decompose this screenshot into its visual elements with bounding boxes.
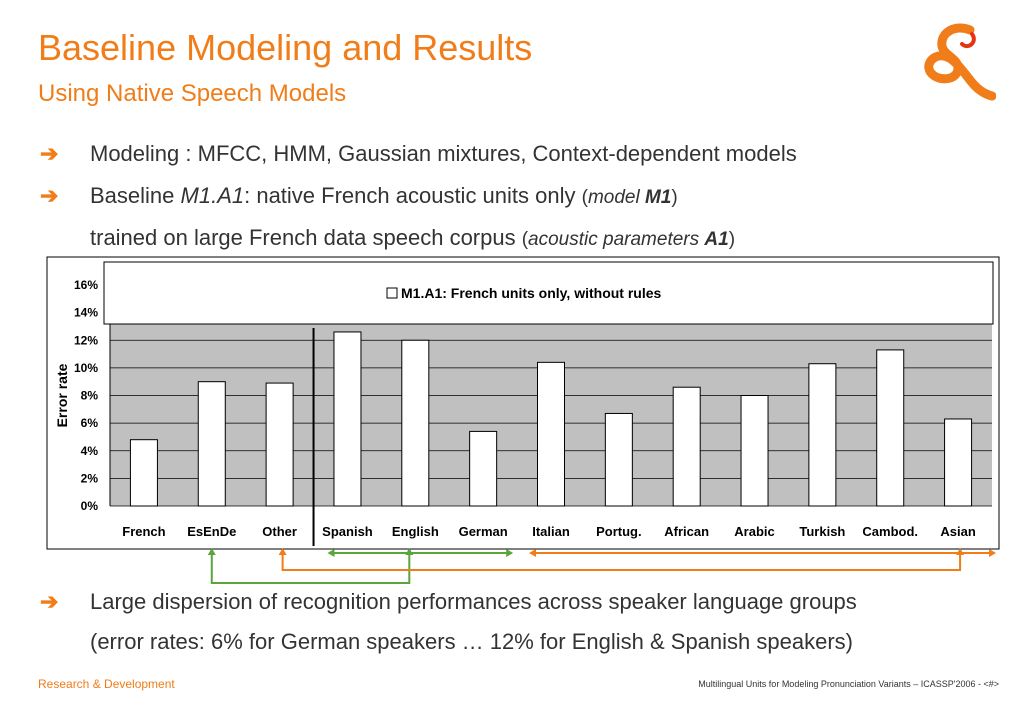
bullet-3-paren: (acoustic parameters A1) (521, 229, 736, 250)
bracket-arrowhead (327, 549, 334, 557)
bar (538, 362, 565, 506)
bar (198, 382, 225, 506)
x-tick-label: Turkish (799, 524, 846, 539)
bullet-4-text: Large dispersion of recognition performances across speaker language groups (90, 589, 857, 614)
bullet-1-text: Modeling : MFCC, HMM, Gaussian mixtures, Context-dependent models (90, 141, 797, 166)
bullet-3-pre: trained on large French data speech corpus (90, 225, 522, 250)
y-tick-label: 16% (73, 278, 98, 292)
x-tick-label: German (458, 524, 508, 539)
arrow-right-icon: ➔ (40, 183, 59, 208)
bullet-5-text: (error rates: 6% for German speakers … 12% for English & Spanish speakers) (90, 629, 853, 654)
bar (877, 350, 904, 506)
bar (130, 440, 157, 506)
y-tick-label: 10% (73, 360, 98, 375)
x-tick-label: French (122, 524, 166, 539)
arrow-right-icon: ➔ (40, 589, 59, 614)
x-tick-label: Arabic (734, 524, 775, 539)
bracket-orange-other-asian (283, 554, 960, 570)
x-tick-label: Other (262, 524, 297, 539)
footer-org: Research & Development (38, 677, 175, 691)
bar (266, 383, 293, 506)
bullet-4 (40, 590, 90, 614)
x-tick-label: English (391, 524, 439, 539)
y-tick-label: 14% (73, 305, 98, 320)
bar (945, 419, 972, 506)
page-title: Baseline Modeling and Results (38, 27, 533, 68)
bullet-2-model-name: M1.A1 (180, 183, 245, 208)
bar (673, 387, 700, 506)
x-tick-label: African (664, 524, 710, 539)
bar (741, 396, 768, 507)
bracket-arrowhead (506, 549, 513, 557)
x-tick-label: Italian (532, 524, 570, 539)
legend-swatch (387, 288, 397, 298)
bar (605, 413, 632, 506)
y-tick-label: 0% (80, 499, 98, 513)
bullet-2-post: : native French acoustic units only (244, 183, 582, 208)
bracket-arrowhead (989, 549, 996, 557)
x-tick-label: Cambod. (862, 524, 919, 539)
legend-label: M1.A1: French units only, without rules (401, 285, 662, 301)
y-axis-title: Error rate (54, 363, 70, 428)
y-tick-label: 8% (80, 388, 98, 403)
page-subtitle: Using Native Speech Models (38, 80, 347, 107)
x-tick-label: Portug. (596, 524, 642, 539)
bullet-2-paren: (model M1) (581, 187, 678, 208)
bracket-green-esende-english (212, 554, 410, 583)
bracket-arrowhead (529, 549, 536, 557)
x-tick-label: Asian (940, 524, 976, 539)
bar (470, 431, 497, 506)
x-tick-label: Spanish (322, 524, 373, 539)
y-tick-label: 12% (73, 333, 98, 348)
y-tick-label: 4% (80, 443, 98, 458)
y-tick-label: 6% (80, 416, 98, 431)
bar (402, 340, 429, 506)
bar (809, 364, 836, 506)
x-tick-label: EsEnDe (187, 524, 237, 539)
bullet-2-pre: Baseline (90, 183, 181, 208)
arrow-right-icon: ➔ (40, 141, 59, 166)
bar (334, 332, 361, 506)
footer-citation: Multilingual Units for Modeling Pronunciation Variants – ICASSP'2006 - <#> (698, 679, 999, 689)
y-tick-label: 2% (80, 471, 98, 486)
